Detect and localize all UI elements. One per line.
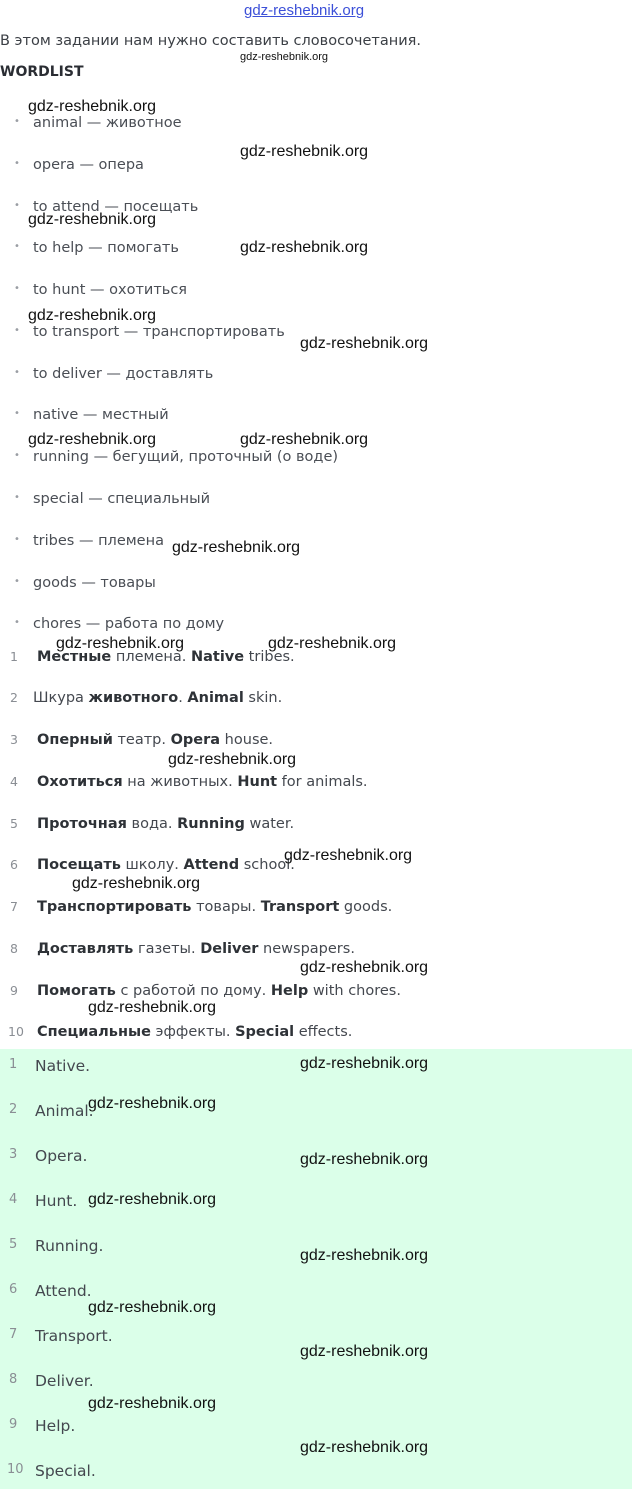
answers-panel bbox=[0, 1049, 632, 1489]
phrase-number: 1 bbox=[10, 649, 18, 664]
wordlist-item: • special — специальный bbox=[16, 491, 210, 507]
answer-number: 10 bbox=[7, 1462, 24, 1477]
phrase-number: 3 bbox=[10, 732, 18, 747]
watermark: gdz-reshebnik.org bbox=[88, 999, 217, 1016]
answer-number: 2 bbox=[9, 1102, 18, 1117]
wordlist-item: • to help — помогать bbox=[16, 240, 179, 256]
answer-number: 8 bbox=[9, 1372, 18, 1387]
site-link[interactable]: gdz-reshebnik.org bbox=[244, 2, 365, 19]
answer-number: 9 bbox=[9, 1417, 18, 1432]
watermark: gdz-reshebnik.org bbox=[28, 431, 157, 448]
answer-number: 3 bbox=[9, 1147, 18, 1162]
wordlist-title: WORDLIST bbox=[0, 64, 84, 80]
intro-text: В этом задании нам нужно составить словосочетания. bbox=[0, 33, 421, 49]
answer-number: 6 bbox=[9, 1282, 18, 1297]
phrase-number: 5 bbox=[10, 816, 18, 831]
watermark: gdz-reshebnik.org bbox=[88, 1095, 217, 1112]
watermark: gdz-reshebnik.org bbox=[300, 1247, 429, 1264]
wordlist-item: • native — местный bbox=[16, 407, 169, 423]
watermark: gdz-reshebnik.org bbox=[300, 1343, 429, 1360]
watermark: gdz-reshebnik.org bbox=[172, 539, 301, 556]
phrase-number: 7 bbox=[10, 899, 18, 914]
answer-number: 7 bbox=[9, 1327, 18, 1342]
watermark: gdz-reshebnik.org bbox=[240, 431, 369, 448]
watermark: gdz-reshebnik.org bbox=[300, 959, 429, 976]
watermark: gdz-reshebnik.org bbox=[72, 875, 201, 892]
wordlist-item: • tribes — племена bbox=[16, 533, 164, 549]
watermark: gdz-reshebnik.org bbox=[28, 98, 157, 115]
watermark: gdz-reshebnik.org bbox=[300, 1439, 429, 1456]
answer-number: 4 bbox=[9, 1192, 18, 1207]
wordlist-item: • to hunt — охотиться bbox=[16, 282, 187, 298]
wordlist-item: • goods — товары bbox=[16, 575, 156, 591]
watermark: gdz-reshebnik.org bbox=[28, 211, 157, 228]
wordlist-item: • opera — опера bbox=[16, 157, 144, 173]
watermark: gdz-reshebnik.org bbox=[240, 51, 329, 63]
phrase-number: 10 bbox=[8, 1024, 24, 1039]
watermark: gdz-reshebnik.org bbox=[300, 1055, 429, 1072]
watermark: gdz-reshebnik.org bbox=[300, 335, 429, 352]
phrase-number: 8 bbox=[10, 941, 18, 956]
watermark: gdz-reshebnik.org bbox=[240, 143, 369, 160]
watermark: gdz-reshebnik.org bbox=[300, 1151, 429, 1168]
watermark: gdz-reshebnik.org bbox=[168, 751, 297, 768]
phrase-number: 2 bbox=[10, 690, 18, 705]
watermark: gdz-reshebnik.org bbox=[88, 1191, 217, 1208]
phrase-number: 9 bbox=[10, 983, 18, 998]
answer-number: 5 bbox=[9, 1237, 18, 1252]
answer-number: 1 bbox=[9, 1057, 18, 1072]
wordlist-item: • to deliver — доставлять bbox=[16, 366, 213, 382]
watermark: gdz-reshebnik.org bbox=[28, 307, 157, 324]
watermark: gdz-reshebnik.org bbox=[240, 239, 369, 256]
watermark: gdz-reshebnik.org bbox=[56, 635, 185, 652]
wordlist-item: • animal — животное bbox=[16, 115, 181, 131]
wordlist-item: • to transport — транспортировать bbox=[16, 324, 285, 340]
watermark: gdz-reshebnik.org bbox=[284, 847, 413, 864]
watermark: gdz-reshebnik.org bbox=[268, 635, 397, 652]
wordlist-item: • running — бегущий, проточный (о воде) bbox=[16, 449, 338, 465]
wordlist-item: • to attend — посещать bbox=[16, 199, 198, 215]
watermark: gdz-reshebnik.org bbox=[88, 1299, 217, 1316]
wordlist-item: • chores — работа по дому bbox=[16, 616, 224, 632]
phrase-number: 4 bbox=[10, 774, 18, 789]
phrase-number: 6 bbox=[10, 857, 18, 872]
watermark: gdz-reshebnik.org bbox=[88, 1395, 217, 1412]
